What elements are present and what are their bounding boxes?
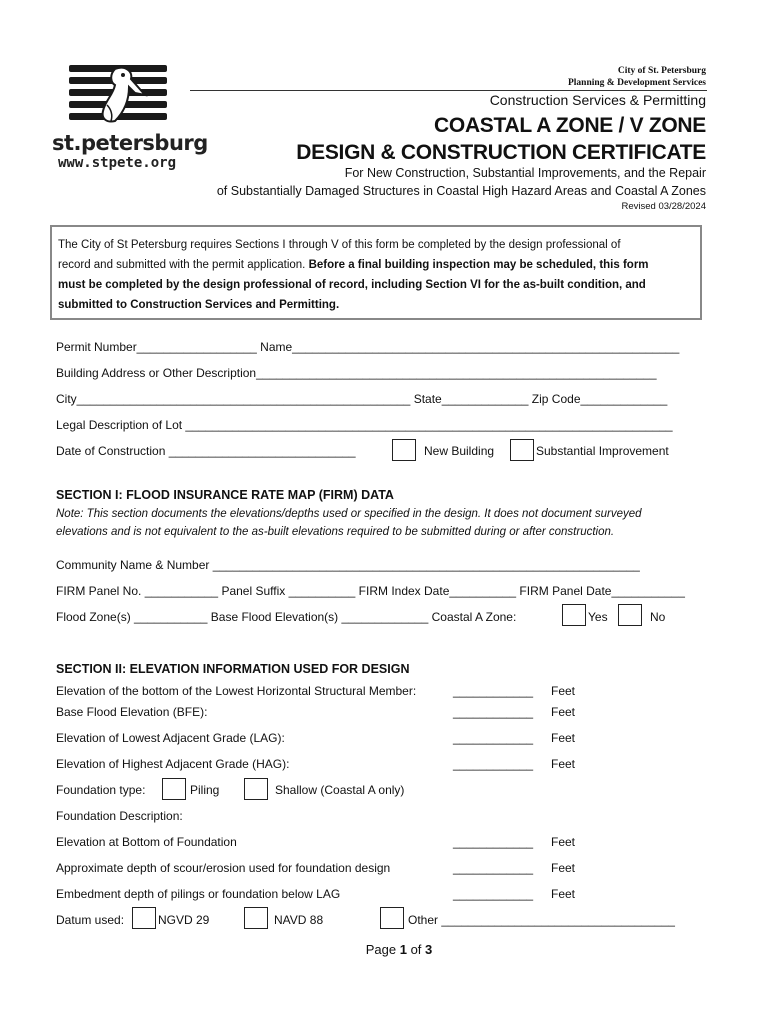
pelican-icon <box>85 65 155 127</box>
instructions-box <box>50 225 702 320</box>
shallow-label: Shallow (Coastal A only) <box>275 783 405 797</box>
form-title-line2: DESIGN & CONSTRUCTION CERTIFICATE <box>296 141 706 164</box>
permit-name-field[interactable]: Permit Number__________________ Name__________________________________________________________ <box>56 340 680 354</box>
embedment-label: Embedment depth of pilings or foundation below LAG <box>56 887 341 901</box>
division-name: Planning & Development Services <box>567 78 706 88</box>
lag-input[interactable]: ____________ <box>453 731 534 745</box>
lag-label: Elevation of Lowest Adjacent Grade (LAG): <box>56 731 285 745</box>
community-field[interactable]: Community Name & Number ________________________________________________________________ <box>56 558 640 572</box>
page-total: 3 <box>425 942 433 957</box>
lowest-member-input[interactable]: ____________ <box>453 684 534 698</box>
ngvd-label: NGVD 29 <box>158 913 210 927</box>
section2-heading: SECTION II: ELEVATION INFORMATION USED FOR DESIGN <box>56 662 410 676</box>
feet-unit: Feet <box>551 757 576 771</box>
form-subtitle-line1: For New Construction, Substantial Improvements, and the Repair <box>344 166 706 180</box>
hag-label: Elevation of Highest Adjacent Grade (HAG): <box>56 757 290 771</box>
feet-unit: Feet <box>551 684 576 698</box>
feet-unit: Feet <box>551 835 576 849</box>
page-number: 1 <box>399 942 407 957</box>
form-subtitle-line2: of Substantially Damaged Structures in Coastal High Hazard Areas and Coastal A Zones <box>216 184 706 198</box>
shallow-checkbox[interactable] <box>244 778 268 800</box>
bfe-label: Base Flood Elevation (BFE): <box>56 705 208 719</box>
navd-label: NAVD 88 <box>274 913 324 927</box>
other-datum-field[interactable]: Other ___________________________________ <box>408 913 675 927</box>
lowest-member-label: Elevation of the bottom of the Lowest Horizontal Structural Member: <box>56 684 417 698</box>
section1-heading: SECTION I: FLOOD INSURANCE RATE MAP (FIRM) DATA <box>56 488 394 502</box>
agency-block <box>568 65 706 89</box>
ngvd-checkbox[interactable] <box>132 907 156 929</box>
page-prefix: Page <box>365 942 400 957</box>
piling-checkbox[interactable] <box>162 778 186 800</box>
notice-line2-bold: Before a final building inspection may be scheduled, this form <box>308 259 649 271</box>
foundation-description-label: Foundation Description: <box>56 809 183 823</box>
substantial-improvement-label: Substantial Improvement <box>536 444 669 458</box>
notice-line3: must be completed by the design professional of record, including Section VI for the as-built condition, and <box>58 279 646 291</box>
new-building-label: New Building <box>424 444 495 458</box>
section1-note-line2: elevations and is not equivalent to the as-built elevations required to be submitted during or after construction. <box>56 526 615 538</box>
scour-input[interactable]: ____________ <box>453 861 534 875</box>
bottom-foundation-input[interactable]: ____________ <box>453 835 534 849</box>
feet-unit: Feet <box>551 731 576 745</box>
city-name: City of St. Petersburg <box>617 66 706 76</box>
feet-unit: Feet <box>551 705 576 719</box>
notice-line2-plain: record and submitted with the permit application. <box>58 259 309 271</box>
header-divider <box>190 90 707 91</box>
section1-note <box>56 505 716 541</box>
city-state-zip-field[interactable]: City__________________________________________________ State_____________ Zip Code_____________ <box>56 392 668 406</box>
logo-url: www.stpete.org <box>58 155 177 171</box>
scour-label: Approximate depth of scour/erosion used for foundation design <box>56 861 391 875</box>
new-building-checkbox[interactable] <box>392 439 416 461</box>
notice-line4: submitted to Construction Services and Permitting. <box>58 299 340 311</box>
coastal-a-yes-label: Yes <box>588 610 608 624</box>
notice-line1: The City of St Petersburg requires Sections I through V of this form be completed by the design professional of <box>58 239 621 251</box>
piling-label: Piling <box>190 783 220 797</box>
revision-date: Revised 03/28/2024 <box>621 201 706 212</box>
other-datum-checkbox[interactable] <box>380 907 404 929</box>
page-indicator <box>0 942 770 957</box>
coastal-a-no-checkbox[interactable] <box>618 604 642 626</box>
embedment-input[interactable]: ____________ <box>453 887 534 901</box>
firm-panel-field[interactable]: FIRM Panel No. ___________ Panel Suffix __________ FIRM Index Date__________ FIRM Panel Date___________ <box>56 584 685 598</box>
flood-zone-field[interactable]: Flood Zone(s) ___________ Base Flood Elevation(s) _____________ Coastal A Zone: <box>56 610 517 624</box>
foundation-type-label: Foundation type: <box>56 783 146 797</box>
department-name: Construction Services & Permitting <box>489 92 706 108</box>
feet-unit: Feet <box>551 861 576 875</box>
feet-unit: Feet <box>551 887 576 901</box>
notice-line2 <box>58 255 695 275</box>
date-construction-field[interactable]: Date of Construction ____________________________ <box>56 444 356 458</box>
coastal-a-no-label: No <box>650 610 666 624</box>
navd-checkbox[interactable] <box>244 907 268 929</box>
datum-label: Datum used: <box>56 913 125 927</box>
form-title-line1: COASTAL A ZONE / V ZONE <box>434 114 706 137</box>
building-address-field[interactable]: Building Address or Other Description____________________________________________________________ <box>56 366 657 380</box>
bottom-foundation-label: Elevation at Bottom of Foundation <box>56 835 237 849</box>
legal-description-field[interactable]: Legal Description of Lot _________________________________________________________________________ <box>56 418 673 432</box>
coastal-a-yes-checkbox[interactable] <box>562 604 586 626</box>
section1-note-line1: Note: This section documents the elevations/depths used or specified in the design. It does not document surveyed <box>56 508 642 520</box>
bfe-input[interactable]: ____________ <box>453 705 534 719</box>
substantial-improvement-checkbox[interactable] <box>510 439 534 461</box>
page-of: of <box>406 942 426 957</box>
logo-wordmark: st.petersburg <box>52 131 208 155</box>
hag-input[interactable]: ____________ <box>453 757 534 771</box>
